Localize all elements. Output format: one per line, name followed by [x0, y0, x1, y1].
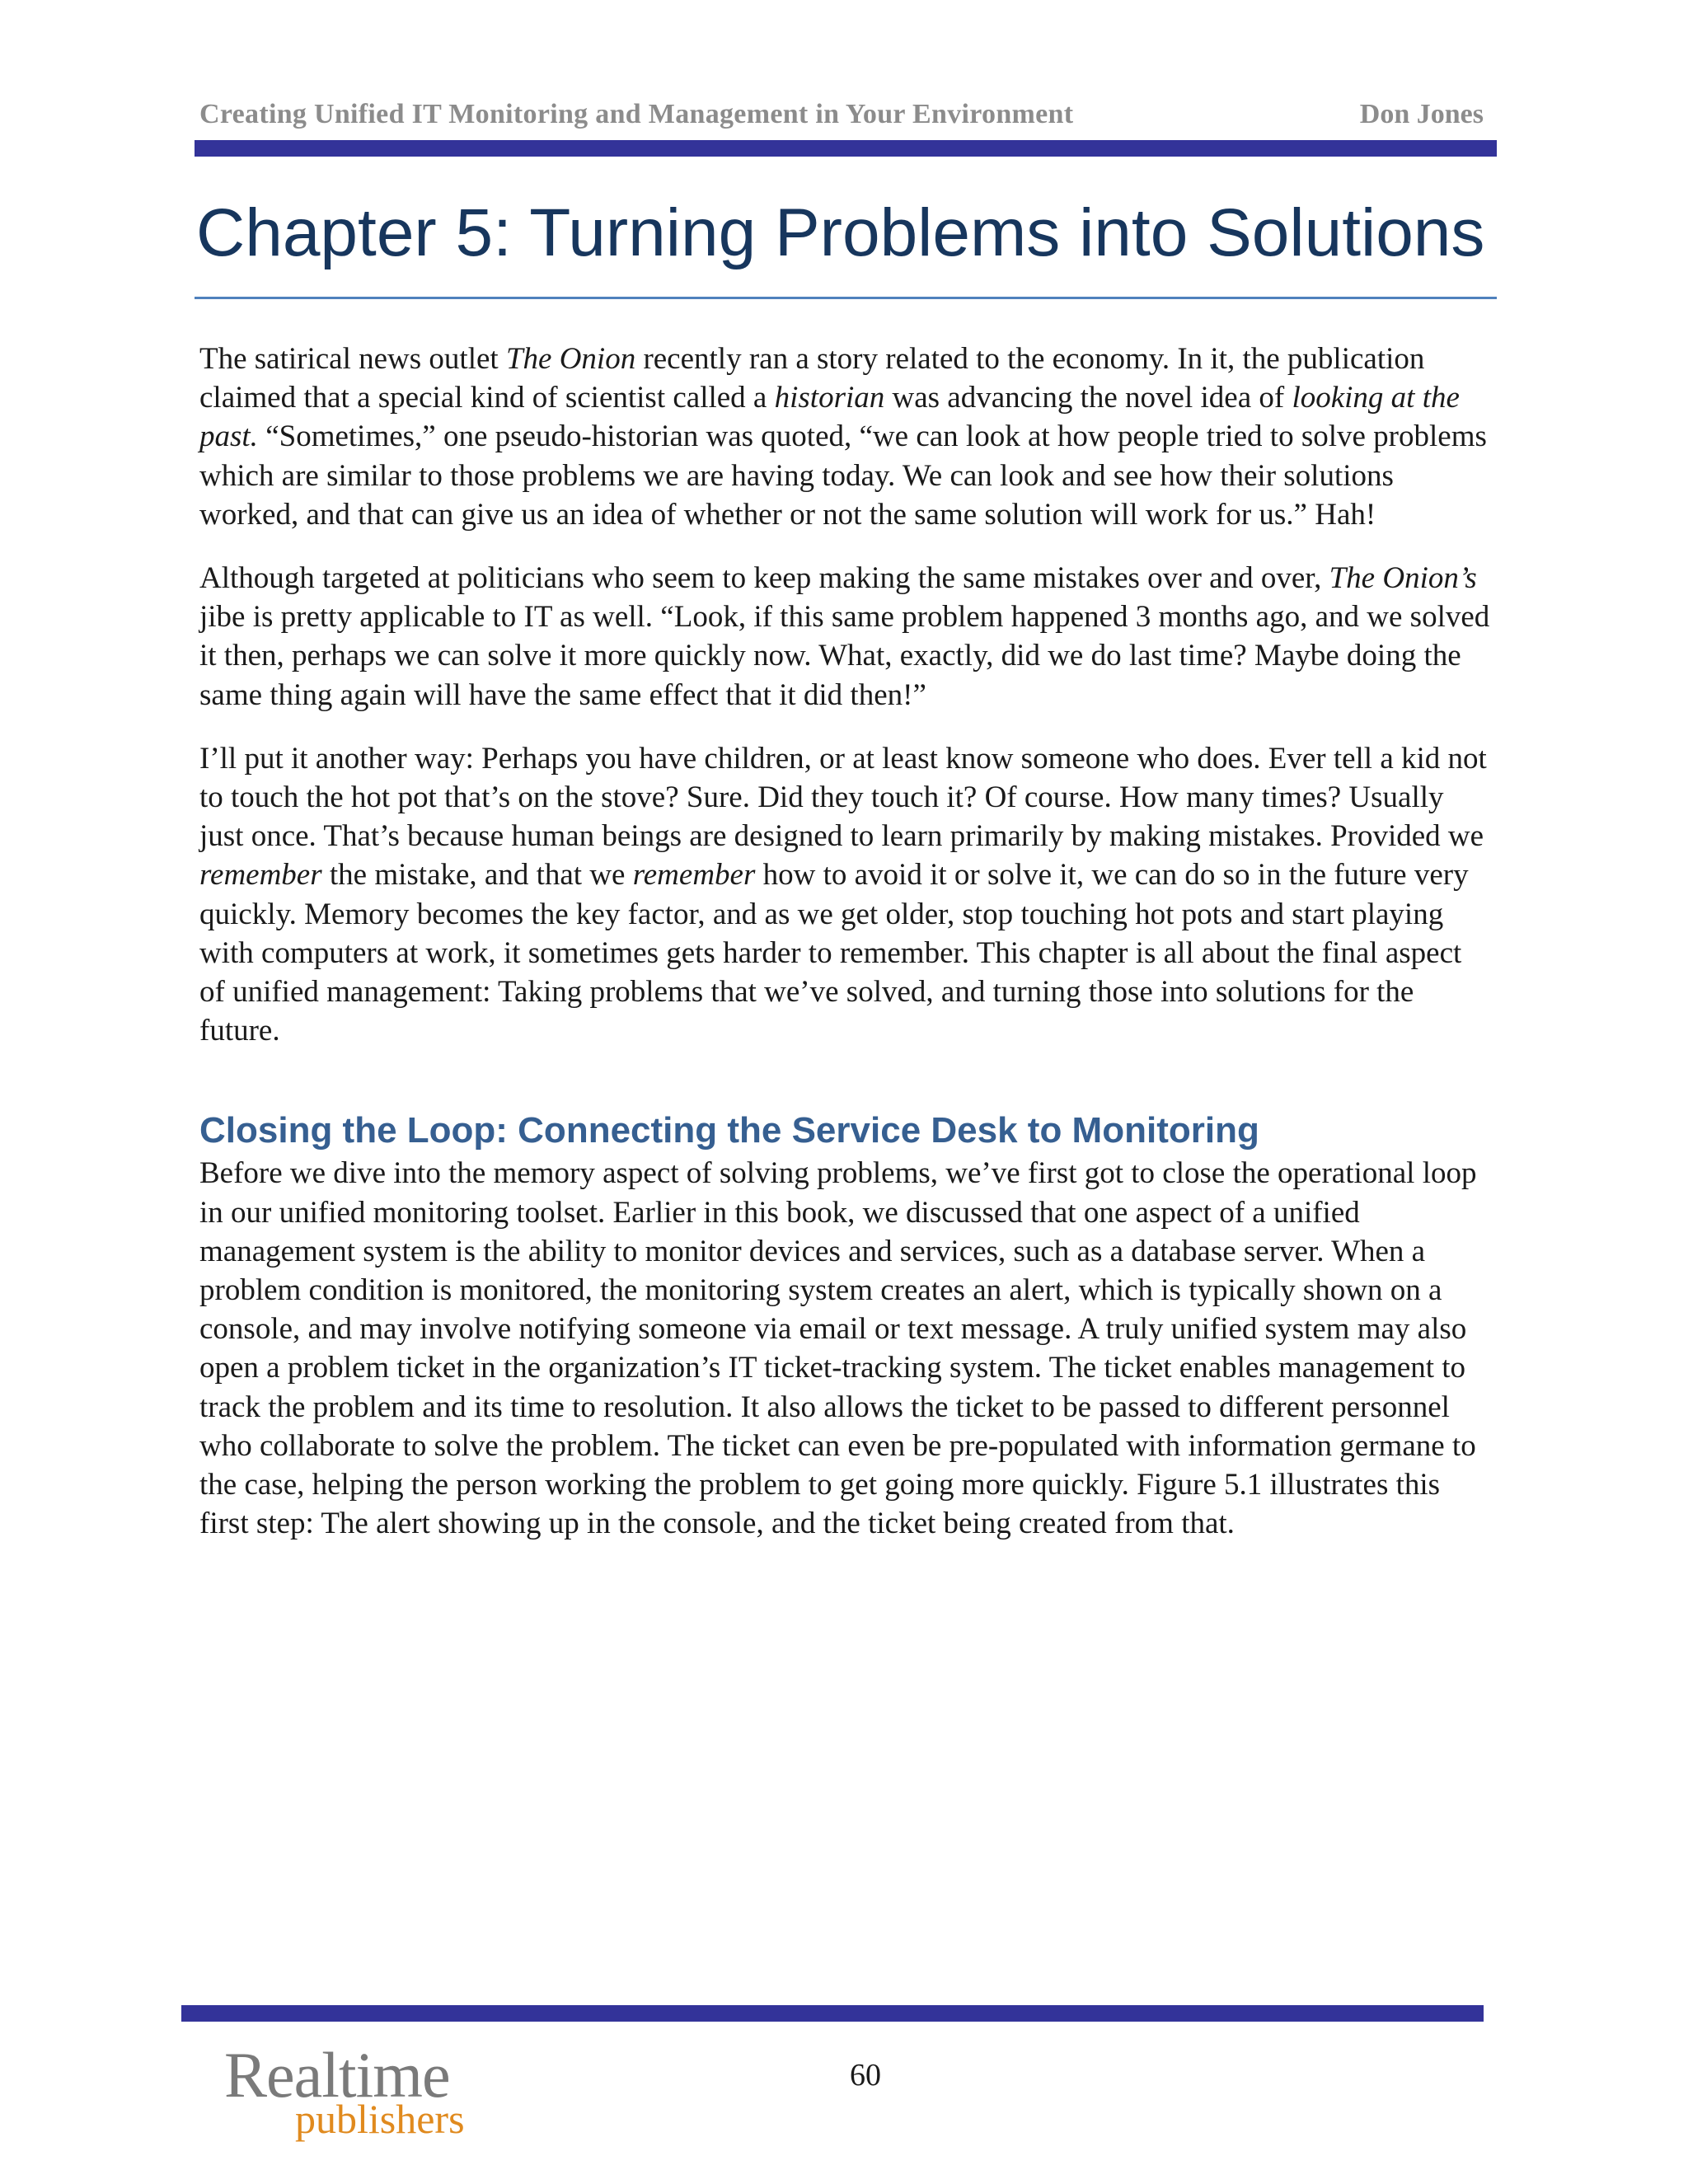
italic-text: The Onion’s [1329, 561, 1477, 596]
text-run: The satirical news outlet [199, 342, 506, 376]
italic-text: remember [632, 858, 756, 893]
text-run: Although targeted at politicians who seem to keep making the same mistakes over and over, [199, 561, 1329, 596]
section-heading: Closing the Loop: Connecting the Service Desk to Monitoring [199, 1110, 1259, 1151]
running-header-title: Creating Unified IT Monitoring and Management in Your Environment [199, 99, 1074, 129]
italic-text: historian [774, 381, 885, 415]
paragraph-1 [199, 340, 1493, 534]
text-run: jibe is pretty applicable to IT as well. “Look, if this same problem happened 3 months ago, and we solved it then, perhaps we can solve it more quickly now. What, exactly, did we do last time? Maybe doing the same thing again will have the same effect that it did then!” [199, 600, 1490, 712]
running-header-author: Don Jones [1359, 99, 1484, 129]
text-run: how to avoid it or solve it, we can do so in the future very quickly. Memory becomes the key factor, and as we get older, stop touching hot pots and start playing with computers at work, it sometimes gets harder to remember. This chapter is all about the final aspect of unified management: Taking problems that we’ve solved, and turning those into solutions for the future. [199, 858, 1469, 1048]
publisher-logo [224, 2039, 488, 2149]
paragraph-2 [199, 559, 1493, 715]
body-text [199, 340, 1493, 1568]
header-bar [195, 140, 1497, 157]
italic-text: The Onion [505, 342, 636, 376]
page-number: 60 [850, 2058, 881, 2093]
text-run: “Sometimes,” one pseudo-historian was quoted, “we can look at how people tried to solve problems which are similar to those problems we are having today. We can look and see how their solutions worked, and that can give us an idea of whether or not the same solution will work for us.” Hah! [199, 419, 1487, 532]
chapter-title: Chapter 5: Turning Problems into Solutions [196, 195, 1485, 270]
title-rule [195, 297, 1497, 299]
section-paragraph: Before we dive into the memory aspect of solving problems, we’ve first got to close the operational loop in our unified monitoring toolset. Earlier in this book, we discussed that one aspect of a unified management system is the ability to monitor devices and services, such as a database server. When a problem condition is monitored, the monitoring system creates an alert, which is typically shown on a console, and may involve notifying someone via email or text message. A truly unified system may also open a problem ticket in the organization’s IT ticket-tracking system. The ticket enables management to track the problem and its time to resolution. It also allows the ticket to be passed to different personnel who collaborate to solve the problem. The ticket can even be pre-populated with information germane to the case, helping the person working the problem to get going more quickly. Figure 5.1 illustrates this first step: The alert showing up in the console, and the ticket being created from that. [199, 1156, 1477, 1541]
text-run: was advancing the novel idea of [884, 381, 1292, 415]
italic-text: remember [199, 858, 322, 893]
footer-bar [181, 2005, 1484, 2022]
italic-text: looking at the past. [199, 381, 1460, 454]
logo-wordmark-bottom: publishers [295, 2096, 465, 2142]
text-run: I’ll put it another way: Perhaps you have children, or at least know someone who does. Ever tell a kid not to touch the hot pot that’s on the stove? Sure. Did they touch it? Of course. How many times? Usually just once. That’s because human beings are designed to learn primarily by making mistakes. Provided we [199, 741, 1487, 854]
text-run: the mistake, and that we [321, 858, 633, 893]
paragraph-3 [199, 739, 1493, 1051]
text-run: recently ran a story related to the economy. In it, the publication claimed that a special kind of scientist called a [199, 342, 1425, 415]
logo-wordmark-top: Realtime [224, 2039, 450, 2111]
